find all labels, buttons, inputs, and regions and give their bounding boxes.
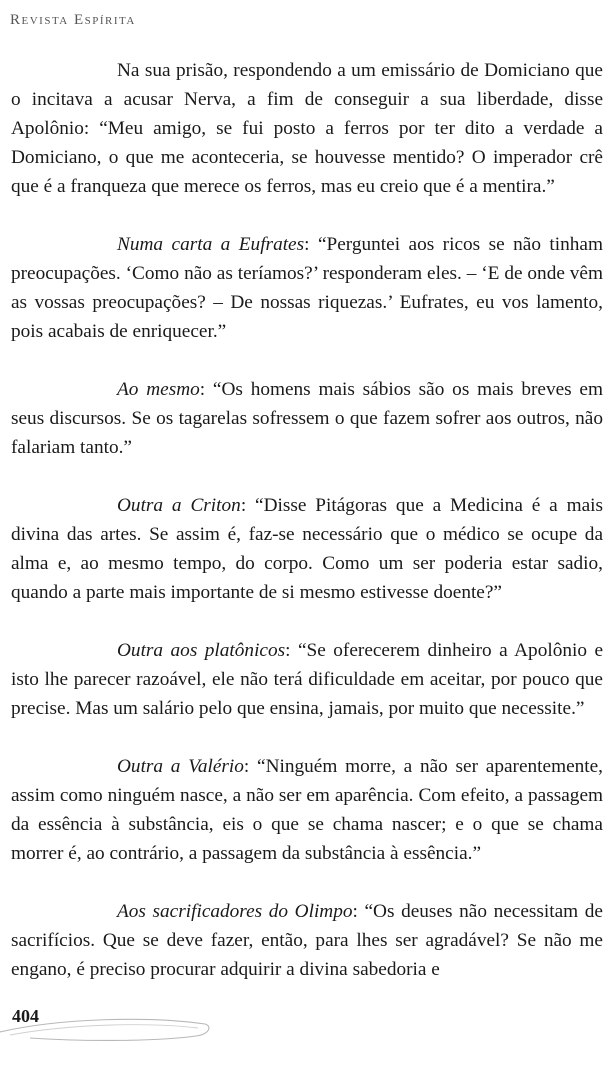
paragraph-lead: Outra a Valério <box>117 756 244 777</box>
paragraph <box>11 752 603 868</box>
paragraph-lead: Outra aos platônicos <box>117 640 286 661</box>
paragraph-text: : “Perguntei aos ricos se não tinham preocupações. ‘Como não as teríamos?’ responderam eles. – ‘E de onde vêm as vossas preocupações? – De nossas riquezas.’ Eufrates, eu vos lamento, pois acabais de enriquecer.” <box>11 234 603 342</box>
page-number: 404 <box>12 1006 39 1026</box>
paragraph <box>11 230 603 346</box>
paragraph-lead: Outra a Criton <box>117 495 241 516</box>
paragraph-text: : “Os deuses não necessitam de sacrifícios. Que se deve fazer, então, para lhes ser agradável? Se não me engano, é preciso procurar adquirir a divina sabedoria e <box>11 901 603 980</box>
paragraph <box>11 491 603 607</box>
paragraph-text: : “Os homens mais sábios são os mais breves em seus discursos. Se os tagarelas sofressem o que fazem sofrer aos outros, não falariam tanto.” <box>11 379 603 458</box>
paragraph-text: : “Disse Pitágoras que a Medicina é a mais divina das artes. Se assim é, faz-se necessário que o médico se ocupe da alma e, ao mesmo tempo, do corpo. Como um ser poderia estar sadio, quando a parte mais importante de si mesmo estivesse doente?” <box>11 495 603 603</box>
paragraph <box>11 897 603 984</box>
paragraph <box>11 636 603 723</box>
page-body <box>11 56 603 984</box>
paragraph-lead: Aos sacrificadores do Olimpo <box>117 901 353 922</box>
paragraph <box>11 56 603 201</box>
paragraph-text: : “Se oferecerem dinheiro a Apolônio e isto lhe parecer razoável, ele não terá dificuldade em aceitar, por pouco que precise. Mas um salário pelo que ensina, jamais, por muito que necessite.” <box>11 640 603 719</box>
paragraph-lead: Ao mesmo <box>117 379 200 400</box>
running-head: Revista Espírita <box>10 12 136 28</box>
paragraph-text: Na sua prisão, respondendo a um emissário de Domiciano que o incitava a acusar Nerva, a fim de conseguir a sua liberdade, disse Apolônio: “Meu amigo, se fui posto a ferros por ter dito a verdade a Domiciano, o que me aconteceria, se houvesse mentido? O imperador crê que é a franqueza que merece os ferros, mas eu creio que é a mentira.” <box>11 60 603 197</box>
paragraph-text: : “Ninguém morre, a não ser aparentemente, assim como ninguém nasce, a não ser em aparência. Com efeito, a passagem da essência à substância, eis o que se chama nascer; e o que se chama morrer é, ao contrário, a passagem da substância à essência.” <box>11 756 604 864</box>
page-footer <box>0 1000 611 1050</box>
paragraph <box>11 375 603 462</box>
paragraph-lead: Numa carta a Eufrates <box>117 234 305 255</box>
